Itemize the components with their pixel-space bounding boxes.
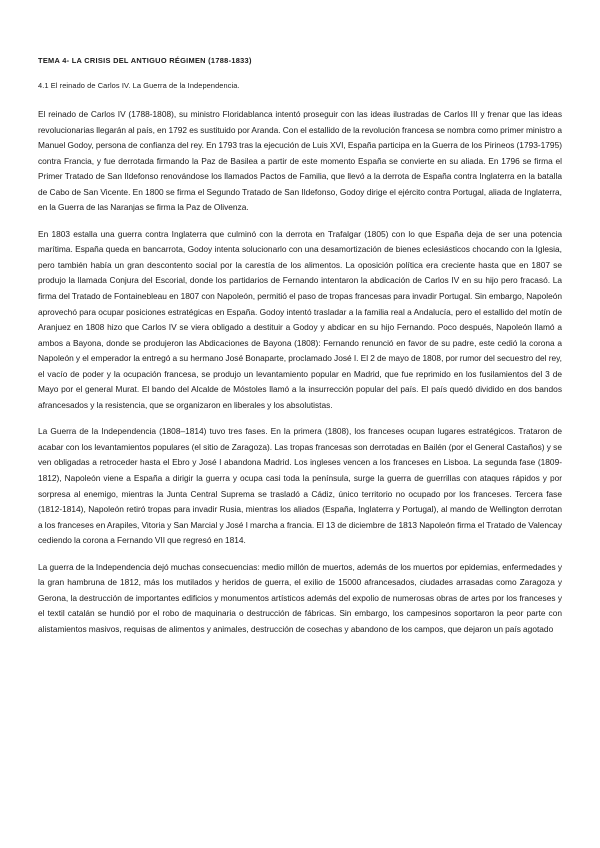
paragraph-guerra-fases: La Guerra de la Independencia (1808–1814) tuvo tres fases. En la primera (1808), los franceses ocupan lugares estratégicos. Trataron de acabar con los levantamientos populares (el sitio de Zaragoza). Las tropas francesas son derrotadas en Bailén (por el General Castaños) y se ven obligadas a retroceder hasta el Ebro y José I abandona Madrid. Los ingleses vencen a los franceses en Lisboa. La segunda fase (1809-1812), Napoleón viene a España a dirigir la guerra y ocupa casi toda la península, surge la guerra de guerrillas con ataques rápidos y por sorpresa al enemigo, mientras la Junta Central Suprema se trasladó a Cádiz, único territorio no ocupado por los franceses. Tercera fase (1812-1814), Napoleón retiró tropas para invadir Rusia, mientras los aliados (España, Inglaterra y Portugal), al mando de Wellington derrotan a los franceses en Arapiles, Vitoria y San Marcial y José I marcha a francia. El 13 de diciembre de 1813 Napoleón firma el Tratado de Valencay cediendo la corona a Fernando VII que regresó en 1814. [38, 426, 562, 546]
document-title: TEMA 4- LA CRISIS DEL ANTIGUO RÉGIMEN (1788-1833) [38, 56, 252, 65]
paragraph-crisis-1803: En 1803 estalla una guerra contra Inglaterra que culminó con la derrota en Trafalgar (1805) con lo que España deja de ser una potencia marítima. España queda en bancarrota, Godoy intenta solucionarlo con una desamortización de bienes eclesiásticos chocando con la Iglesia, pero también había un gran descontento social por la carestía de los alimentos. La oposición política era creciente hasta que en 1807 se produjo la llamada Conjura del Escorial, donde los partidarios de Fernando intentaron la abdicación de Carlos IV en su hijo pero fracasó. La firma del Tratado de Fontainebleau en 1807 con Napoleón, permitió el paso de tropas francesas para invadir Portugal. Sin embargo, Napoleón aprovechó para ocupar posiciones estratégicas en España. Godoy intentó trasladar a la familia real a Andalucía, pero el estallido del motín de Aranjuez en 1808 hizo que Carlos IV se viera obligado a destituir a Godoy y abdicar en su hijo Fernando. Poco después, Napoleón llamó a ambos a Bayona, donde se produjeron las Abdicaciones de Bayona (1808): Fernando renunció en favor de su padre, este cedió la corona a Napoleón y el emperador la entregó a su hermano José Bonaparte, proclamado José I. El 2 de mayo de 1808, por rumor del secuestro del rey, el vacío de poder y la ocupación francesa, se produjo un levantamiento popular en Madrid, que fue reprimido en los fusilamientos del 3 de Mayo por el general Murat. El bando del Alcalde de Móstoles llamó a la insurrección popular del país. El país quedó dividido en dos bandos afrancesados y la resistencia, que se organizaron en liberales y los absolutistas. [38, 228, 562, 410]
section-subtitle: 4.1 El reinado de Carlos IV. La Guerra de la Independencia. [38, 81, 240, 90]
paragraph-consecuencias: La guerra de la Independencia dejó muchas consecuencias: medio millón de muertos, además de los muertos por epidemias, enfermedades y la gran hambruna de 1812, más los mutilados y heridos de guerra, el exilio de 15000 afrancesados, ciudades arrasadas como Zaragoza y Gerona, la destrucción de importantes edificios y monumentos artísticos además del expolio de numerosas obras de artes por los franceses y el textil catalán se hundió por el robo de maquinaria o destrucción de fábricas. Sin embargo, los campesinos soportaron la peor parte con alistamientos masivos, requisas de alimentos y animales, destrucción de cosechas y abandono de los campos, que dejaron un país agotado [38, 561, 562, 634]
paragraph-carlos-iv: El reinado de Carlos IV (1788-1808), su ministro Floridablanca intentó proseguir con las ideas ilustradas de Carlos III y frenar que las ideas revolucionarias llegarán al país, en 1792 es sustituido por Aranda. Con el estallido de la revolución francesa se nombra como primer ministro a Manuel Godoy, persona de confianza del rey. En 1793 tras la ejecución de Luis XVI, España participa en la Guerra de los Pirineos (1793-1795) contra Francia, y fue derrotada firmando la Paz de Basilea a partir de este momento España se convierte en su aliada. En 1796 se firma el Primer Tratado de San Ildefonso renovándose los llamados Pactos de Familia, que llevó a la derrota de España contra Inglaterra en la batalla de Cabo de San Vicente. En 1800 se firma el Segundo Tratado de San Ildefonso, Godoy dirige el ejército contra Portugal, aliada de Inglaterra, en la Guerra de las Naranjas se firma la Paz de Olivenza. [38, 109, 562, 213]
